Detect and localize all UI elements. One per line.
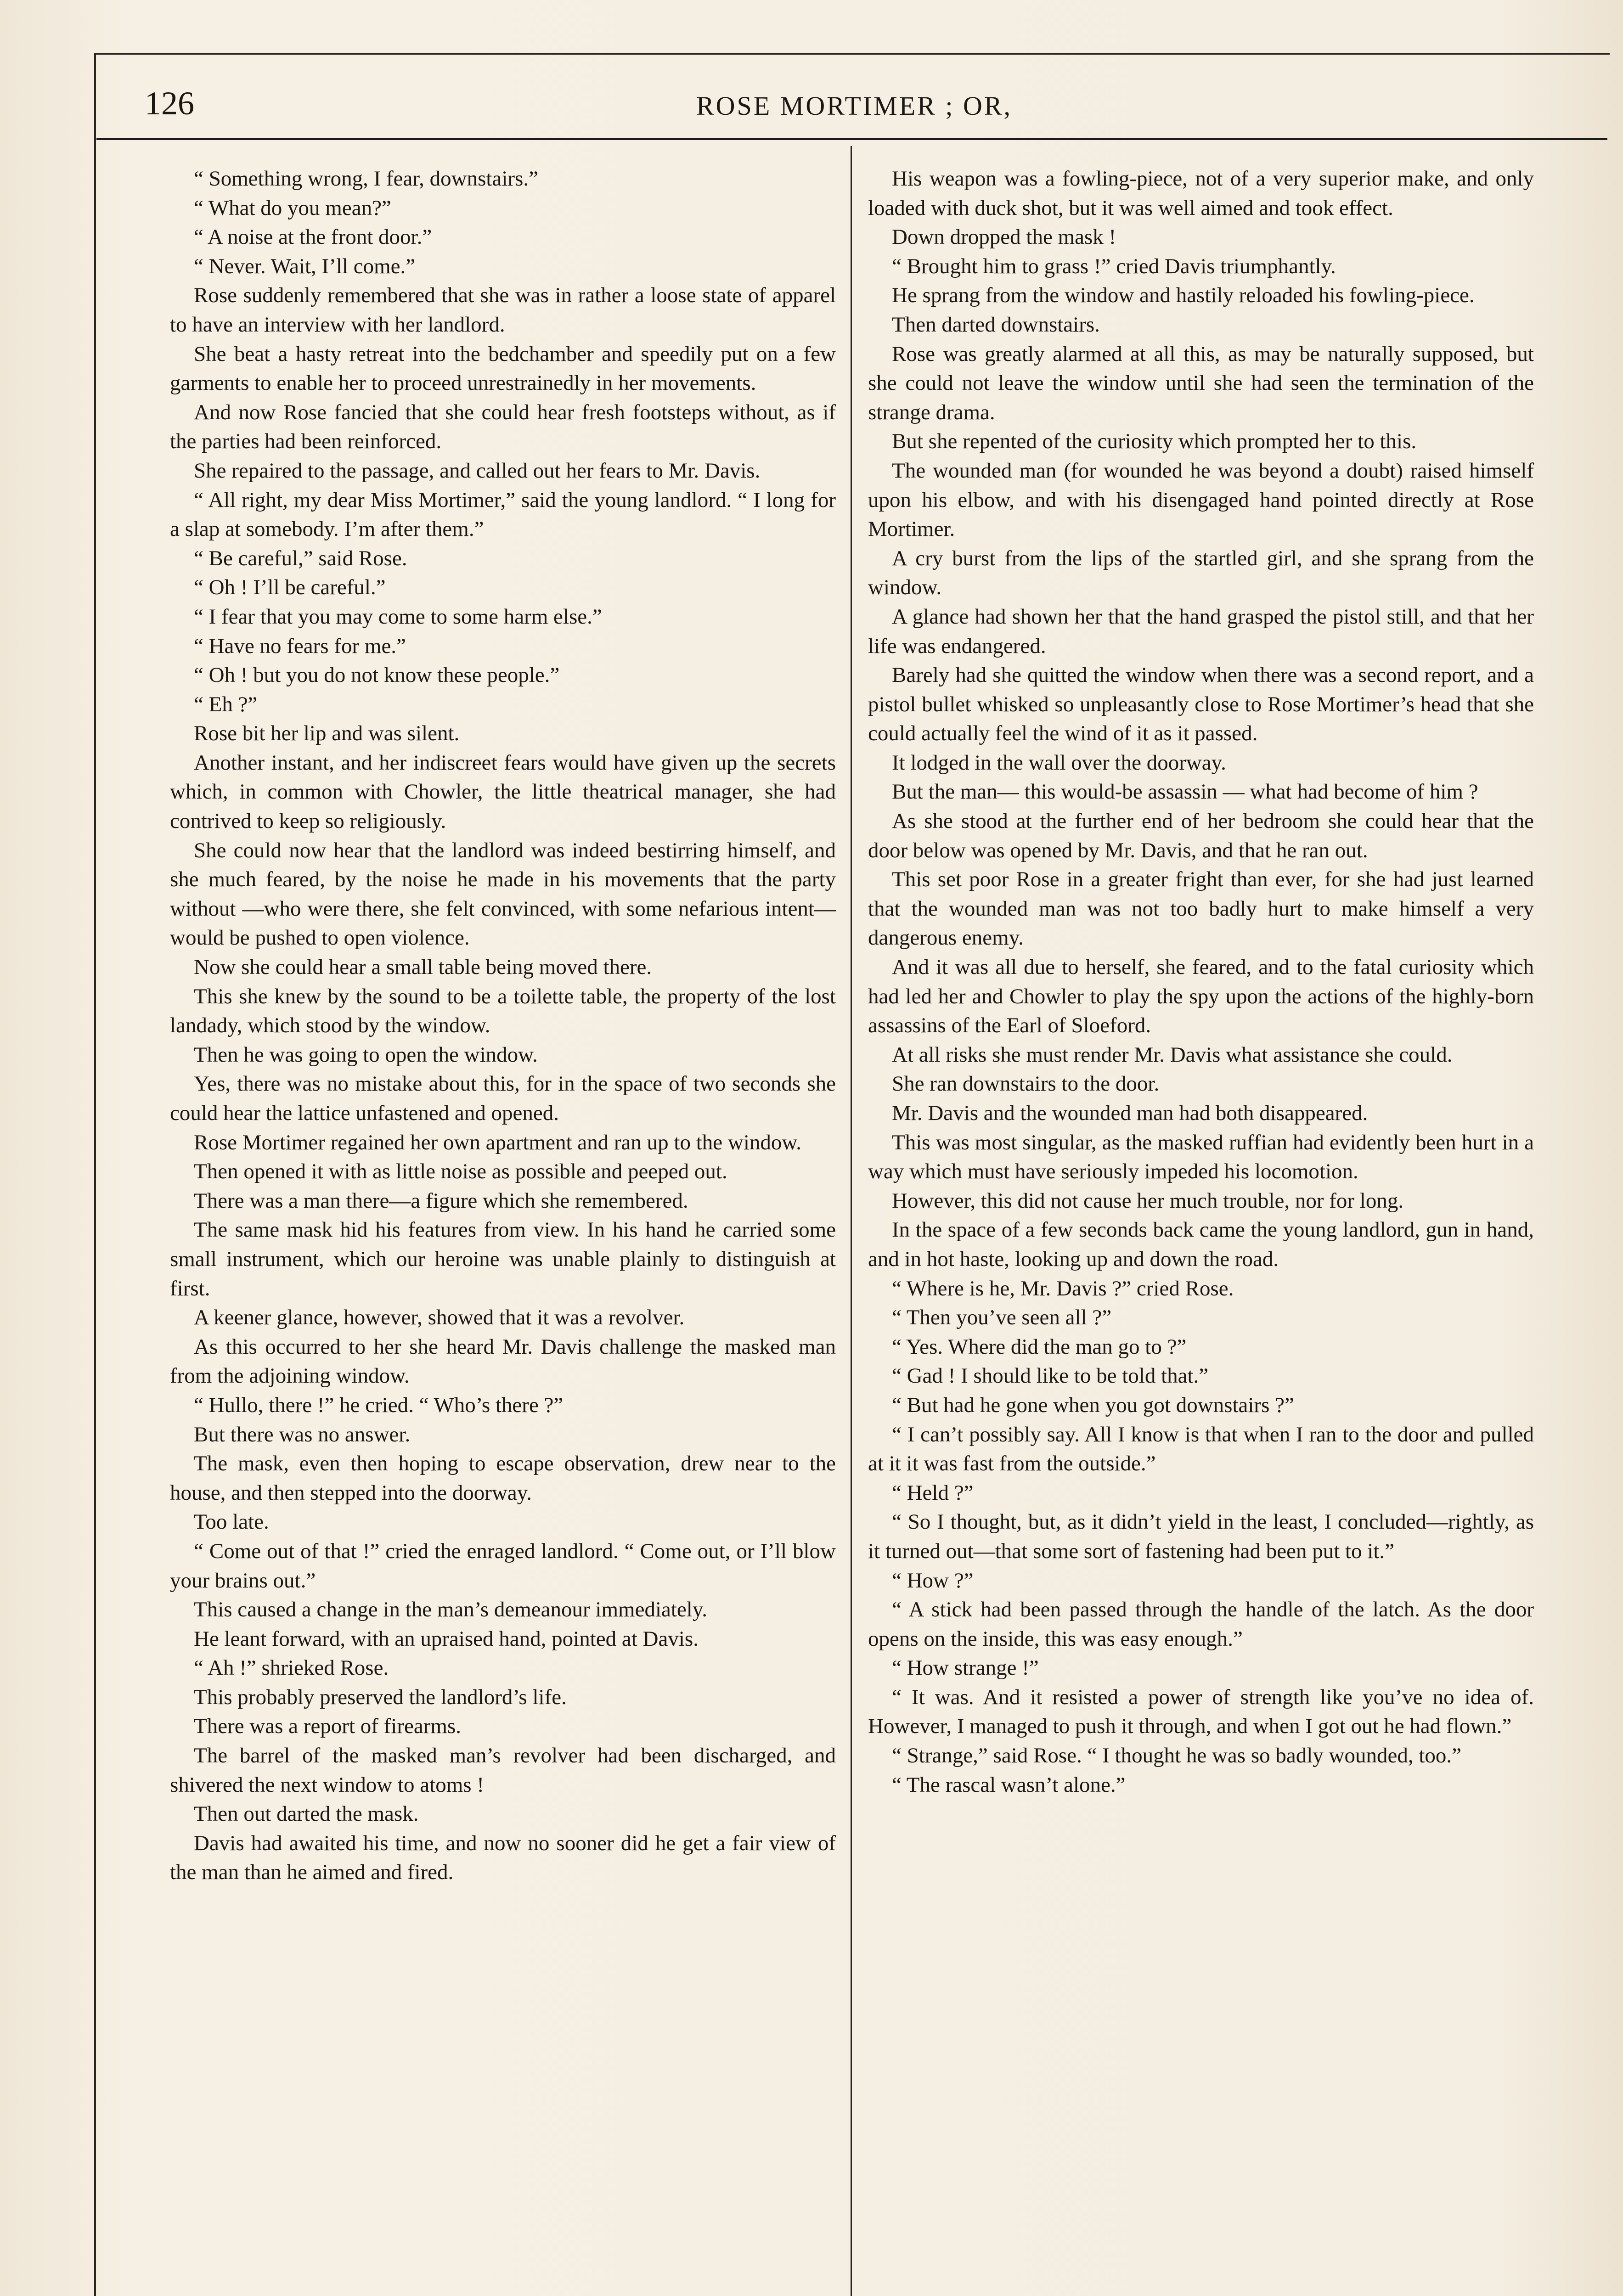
paragraph: “ Come out of that !” cried the enraged landlord. “ Come out, or I’ll blow your brains out.” [170, 1539, 836, 1593]
paragraph: The same mask hid his features from view. In his hand he carried some small instrument, which our heroine was unable plainly to distinguish at first. [170, 1218, 836, 1300]
paragraph: “ But had he gone when you got downstairs ?” [892, 1393, 1294, 1417]
paragraph: “ The rascal wasn’t alone.” [892, 1773, 1126, 1797]
paragraph: But there was no answer. [194, 1422, 411, 1446]
paragraph: He leant forward, with an upraised hand, pointed at Davis. [194, 1626, 699, 1651]
paragraph: His weapon was a fowling-piece, not of a very superior make, and only loaded with duck shot, but it was well aimed and took effect. [868, 167, 1534, 220]
paragraph: Then out darted the mask. [194, 1802, 419, 1826]
column-divider [851, 146, 852, 2296]
paragraph: “ Strange,” said Rose. “ I thought he was so badly wounded, too.” [892, 1744, 1462, 1768]
paragraph: As this occurred to her she heard Mr. Davis challenge the masked man from the adjoining window. [170, 1334, 836, 1388]
paragraph: At all risks she must render Mr. Davis what assistance she could. [892, 1042, 1453, 1067]
paragraph: “ Then you’ve seen all ?” [892, 1306, 1112, 1330]
paragraph: “ All right, my dear Miss Mortimer,” said the young landlord. “ I long for a slap at somebody. I’m after them.” [170, 488, 836, 541]
paragraph: As she stood at the further end of her bedroom she could hear that the door below was opened by Mr. Davis, and that he ran out. [868, 809, 1534, 862]
paragraph: Then darted downstairs. [892, 312, 1100, 337]
paragraph: “ Hullo, there !” he cried. “ Who’s there ?” [194, 1393, 564, 1417]
paragraph: There was a man there—a figure which she remembered. [194, 1188, 688, 1213]
header-rule [96, 138, 1607, 140]
paragraph: The barrel of the masked man’s revolver had been discharged, and shivered the next window to atoms ! [170, 1744, 836, 1797]
right-column [868, 164, 1534, 1800]
paragraph: In the space of a few seconds back came the young landlord, gun in hand, and in hot haste, looking up and down the road. [868, 1218, 1534, 1271]
left-column [170, 164, 836, 1887]
paragraph: Mr. Davis and the wounded man had both disappeared. [892, 1101, 1368, 1125]
paragraph: “ Yes. Where did the man go to ?” [892, 1334, 1187, 1359]
paragraph: The wounded man (for wounded he was beyond a doubt) raised himself upon his elbow, and with his disengaged hand pointed directly at Rose Mortimer. [868, 458, 1534, 541]
paragraph: “ How ?” [892, 1568, 974, 1593]
paragraph: And now Rose fancied that she could hear fresh footsteps without, as if the parties had been reinforced. [170, 400, 836, 454]
paragraph: Davis had awaited his time, and now no sooner did he get a fair view of the man than he aimed and fired. [170, 1831, 836, 1885]
paragraph: Another instant, and her indiscreet fears would have given up the secrets which, in common with Chowler, the little theatrical manager, she had contrived to keep so religiously. [170, 750, 836, 833]
paragraph: “ How strange !” [892, 1656, 1039, 1680]
paragraph: She ran downstairs to the door. [892, 1072, 1160, 1096]
paragraph: Rose bit her lip and was silent. [194, 721, 460, 746]
page-number: 126 [145, 85, 194, 122]
paragraph: “ Brought him to grass !” cried Davis triumphantly. [892, 254, 1336, 278]
paragraph: Then opened it with as little noise as possible and peeped out. [194, 1159, 727, 1184]
paragraph: “ Never. Wait, I’ll come.” [194, 254, 416, 278]
paragraph: Then he was going to open the window. [194, 1042, 538, 1067]
paragraph: This probably preserved the landlord’s life. [194, 1685, 567, 1709]
paragraph: Down dropped the mask ! [892, 225, 1116, 249]
paragraph: A cry burst from the lips of the startled girl, and she sprang from the window. [868, 546, 1534, 600]
paragraph: This she knew by the sound to be a toilette table, the property of the lost landady, which stood by the window. [170, 984, 836, 1038]
paragraph: But the man— this would-be assassin — what had become of him ? [892, 780, 1478, 804]
paragraph: “ What do you mean?” [194, 196, 391, 220]
paragraph: “ So I thought, but, as it didn’t yield in the least, I concluded—rightly, as it turned out—that some sort of fastening had been put to it.” [868, 1510, 1534, 1563]
paragraph: A glance had shown her that the hand grasped the pistol still, and that her life was endangered. [868, 604, 1534, 658]
paragraph: Rose was greatly alarmed at all this, as may be naturally supposed, but she could not leave the window until she had seen the termination of the strange drama. [868, 342, 1534, 424]
paragraph: “ Held ?” [892, 1480, 974, 1505]
paragraph: A keener glance, however, showed that it was a revolver. [194, 1306, 685, 1330]
paragraph: She beat a hasty retreat into the bedchamber and speedily put on a few garments to enable her to proceed unrestrainedly in her movements. [170, 342, 836, 395]
paragraph: “ Be careful,” said Rose. [194, 546, 407, 570]
paragraph: “ It was. And it resisted a power of strength like you’ve no idea of. However, I managed to push it through, and when I got out he had flown.” [868, 1685, 1534, 1739]
running-title: ROSE MORTIMER ; OR, [696, 91, 1013, 121]
paragraph: “ Oh ! I’ll be careful.” [194, 575, 386, 600]
paragraph: There was a report of firearms. [194, 1714, 461, 1739]
paragraph: “ Something wrong, I fear, downstairs.” [194, 167, 538, 191]
paragraph: “ I fear that you may come to some harm else.” [194, 604, 602, 629]
paragraph: Yes, there was no mistake about this, for in the space of two seconds she could hear the lattice unfastened and opened. [170, 1072, 836, 1125]
paragraph: This set poor Rose in a greater fright than ever, for she had just learned that the wounded man was not too badly hurt to make himself a very dangerous enemy. [868, 867, 1534, 950]
paragraph: She could now hear that the landlord was indeed bestirring himself, and she much feared, by the noise he made in his movements that the party without —who were there, she felt convinced, with some nefarious intent—would be pushed to open violence. [170, 838, 836, 950]
paragraph: “ I can’t possibly say. All I know is that when I ran to the door and pulled at it it was fast from the outside.” [868, 1422, 1534, 1476]
paragraph: Too late. [194, 1510, 269, 1534]
paragraph: “ Oh ! but you do not know these people.” [194, 663, 560, 687]
paragraph: “ Gad ! I should like to be told that.” [892, 1364, 1209, 1388]
paragraph: “ Have no fears for me.” [194, 634, 406, 658]
paragraph: Rose suddenly remembered that she was in rather a loose state of apparel to have an interview with her landlord. [170, 283, 836, 337]
paragraph: “ A stick had been passed through the handle of the latch. As the door opens on the inside, this was easy enough.” [868, 1598, 1534, 1651]
paragraph: “ Ah !” shrieked Rose. [194, 1656, 389, 1680]
paragraph: He sprang from the window and hastily reloaded his fowling-piece. [892, 283, 1475, 308]
paragraph: The mask, even then hoping to escape observation, drew near to the house, and then stepped into the doorway. [170, 1452, 836, 1505]
paragraph: Rose Mortimer regained her own apartment and ran up to the window. [194, 1130, 802, 1154]
paragraph: “ A noise at the front door.” [194, 225, 432, 249]
paragraph: “ Where is he, Mr. Davis ?” cried Rose. [892, 1276, 1234, 1300]
paragraph: “ Eh ?” [194, 692, 258, 716]
paragraph: But she repented of the curiosity which prompted her to this. [892, 429, 1417, 454]
paragraph: However, this did not cause her much trouble, nor for long. [892, 1188, 1404, 1213]
paragraph: This caused a change in the man’s demeanour immediately. [194, 1598, 708, 1622]
paragraph: And it was all due to herself, she feared, and to the fatal curiosity which had led her and Chowler to play the spy upon the actions of the highly-born assassins of the Earl of Sloeford. [868, 955, 1534, 1038]
paragraph: Now she could hear a small table being moved there. [194, 955, 652, 979]
paragraph: This was most singular, as the masked ruffian had evidently been hurt in a way which must have seriously impeded his locomotion. [868, 1130, 1534, 1184]
paragraph: Barely had she quitted the window when there was a second report, and a pistol bullet whisked so unpleasantly close to Rose Mortimer’s head that she could actually feel the wind of it as it passed. [868, 663, 1534, 746]
page-header [140, 78, 1568, 133]
paragraph: She repaired to the passage, and called out her fears to Mr. Davis. [194, 458, 761, 483]
paragraph: It lodged in the wall over the doorway. [892, 750, 1226, 775]
